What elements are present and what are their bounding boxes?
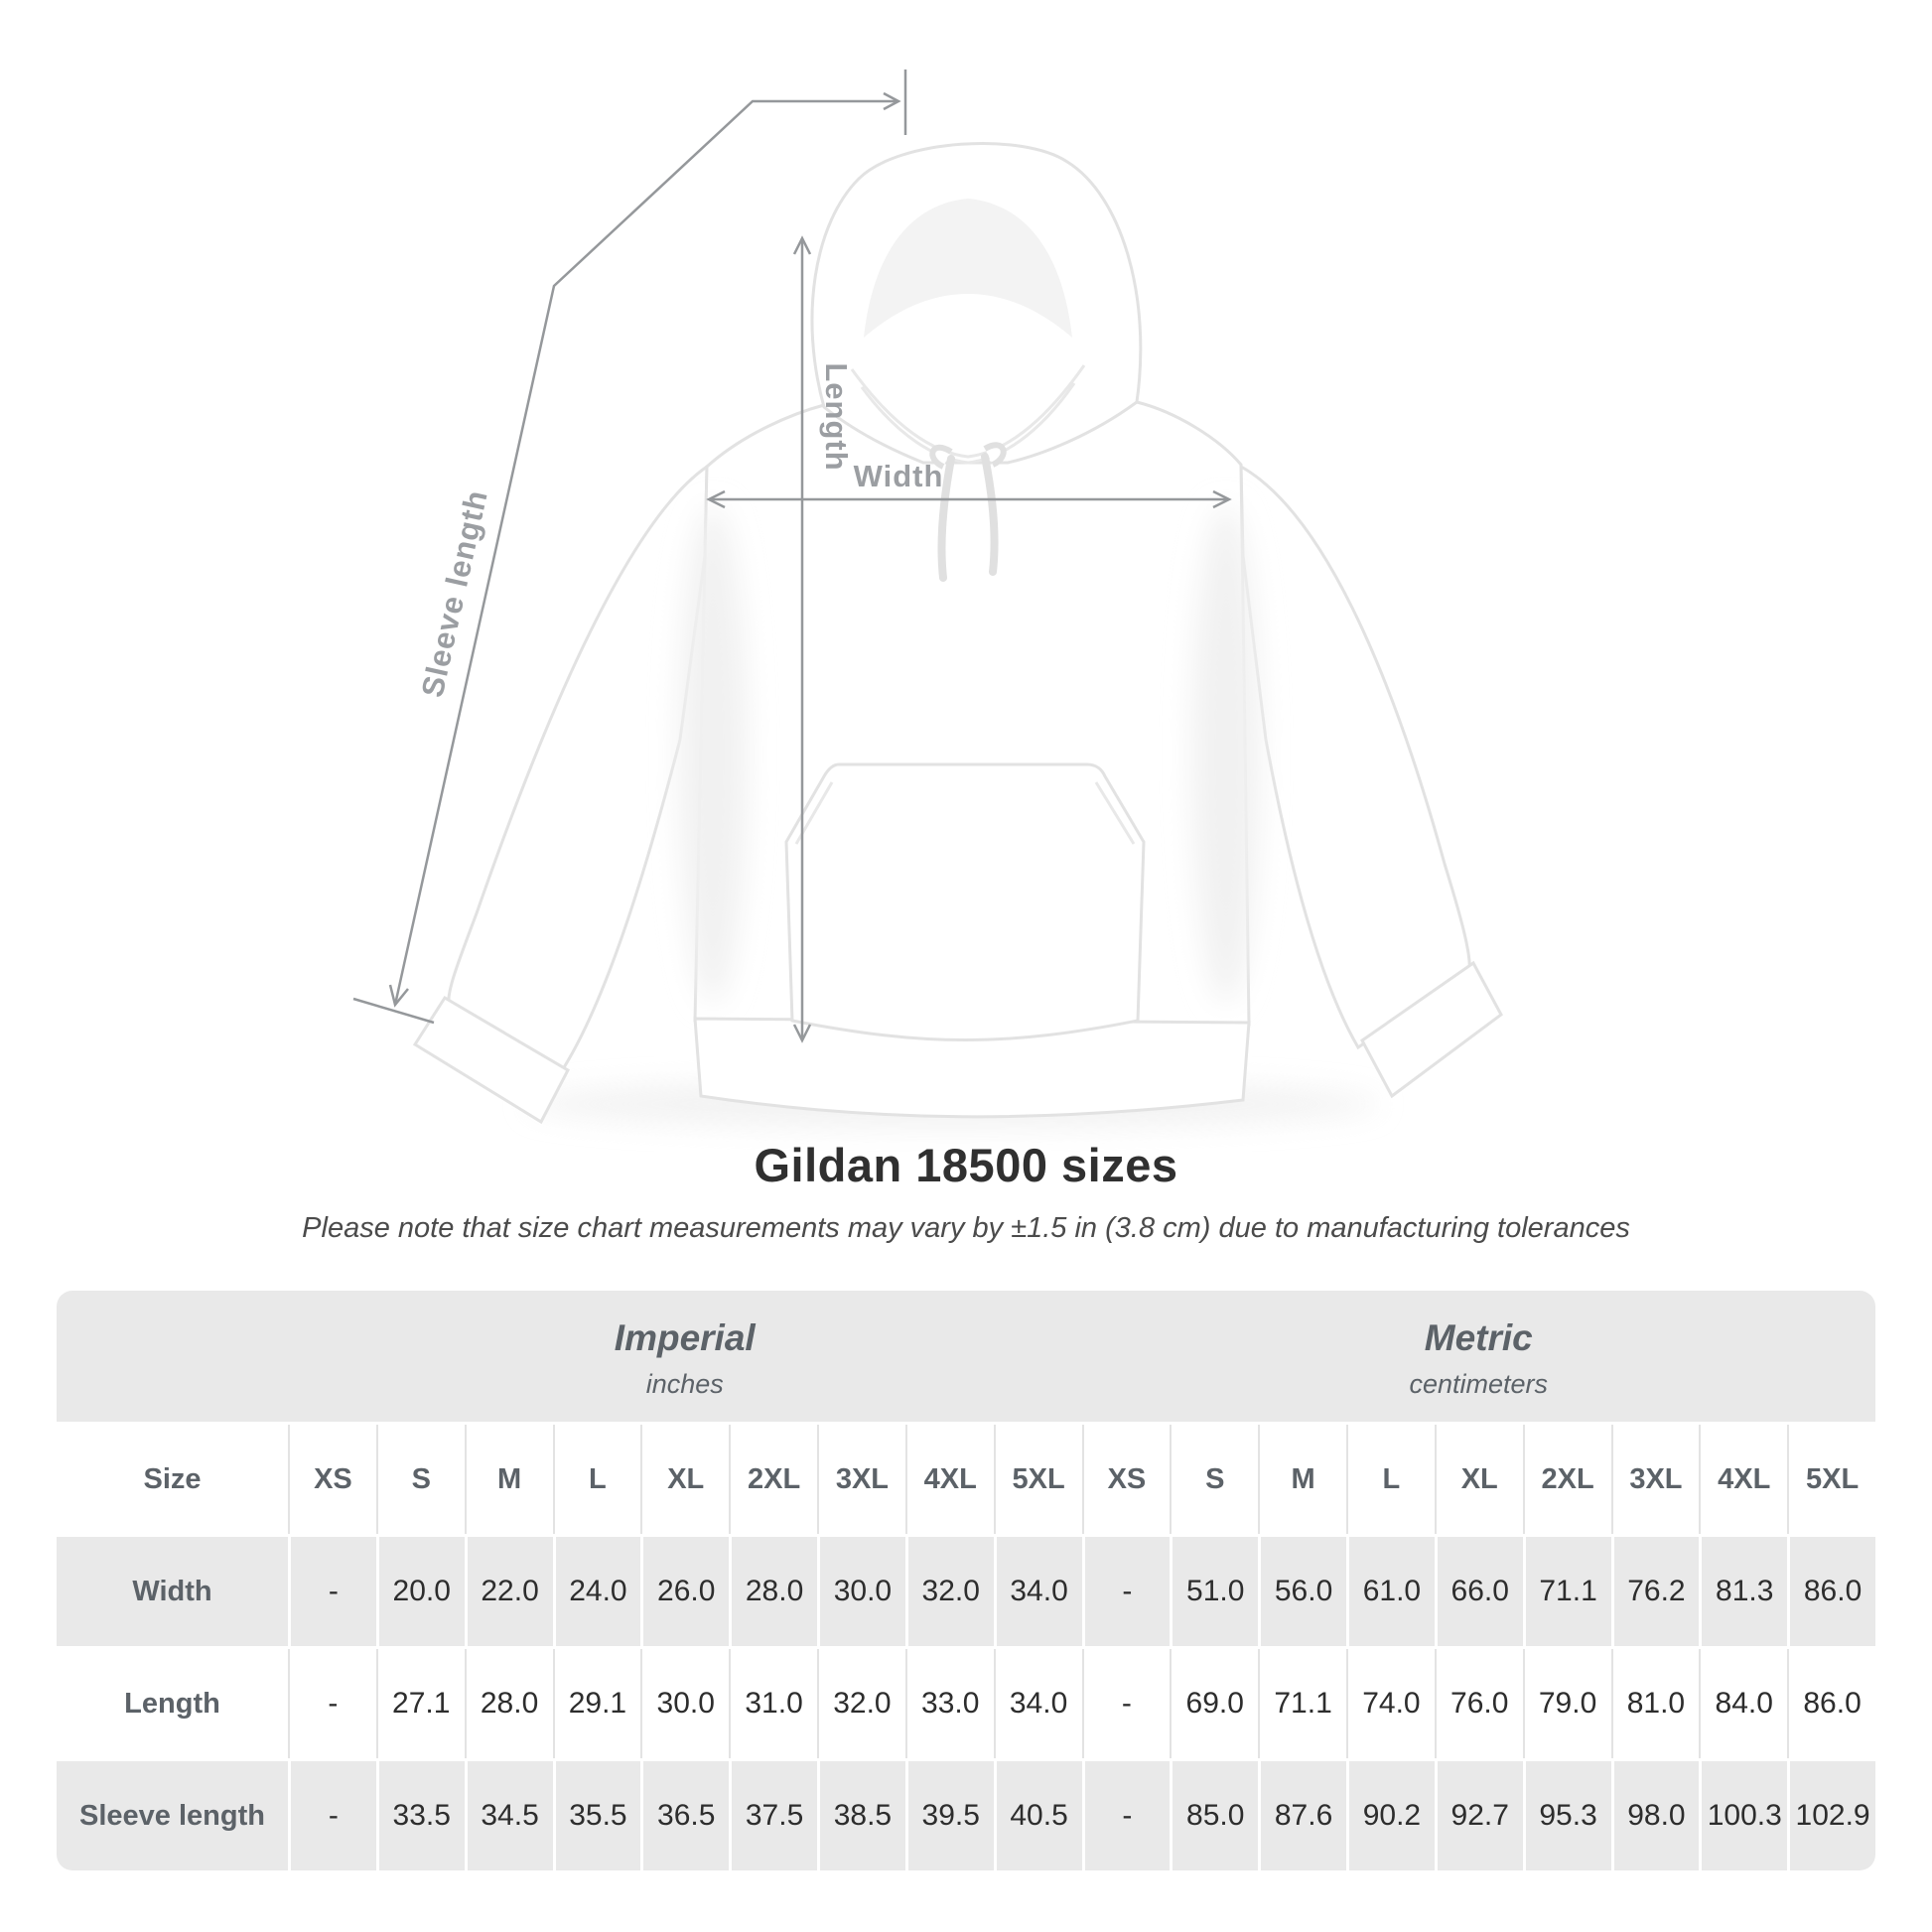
metric-value-cell: 81.3	[1699, 1537, 1787, 1646]
imperial-value-cell: 34.0	[994, 1537, 1082, 1646]
imperial-value-cell: 22.0	[465, 1537, 553, 1646]
metric-value-cell: -	[1082, 1649, 1171, 1758]
imperial-value-cell: -	[288, 1537, 376, 1646]
imperial-value-cell: 31.0	[729, 1649, 817, 1758]
imperial-size-header: 4XL	[905, 1425, 994, 1534]
imperial-value-cell: 26.0	[640, 1537, 729, 1646]
left-sleeve	[449, 467, 707, 1072]
metric-value-cell: 61.0	[1346, 1537, 1435, 1646]
size-header-row	[57, 1425, 1875, 1534]
imperial-value-cell: 28.0	[465, 1649, 553, 1758]
imperial-value-cell: 34.0	[994, 1649, 1082, 1758]
measurement-row-label: Sleeve length	[57, 1761, 288, 1870]
imperial-value-cell: -	[288, 1761, 376, 1870]
right-fold-shading	[1192, 506, 1260, 1003]
size-column-header: Size	[57, 1425, 288, 1534]
length-row	[57, 1649, 1875, 1758]
metric-value-cell: 71.1	[1258, 1649, 1346, 1758]
imperial-value-cell: 39.5	[905, 1761, 994, 1870]
imperial-value-cell: 24.0	[553, 1537, 641, 1646]
right-sleeve	[1241, 467, 1469, 1047]
metric-value-cell: 86.0	[1787, 1537, 1875, 1646]
imperial-size-header: S	[376, 1425, 465, 1534]
sleeve-length-label: Sleeve length	[414, 486, 494, 701]
metric-value-cell: 79.0	[1523, 1649, 1611, 1758]
imperial-size-header: 5XL	[994, 1425, 1082, 1534]
metric-value-cell: 100.3	[1699, 1761, 1787, 1870]
metric-value-cell: 76.2	[1611, 1537, 1700, 1646]
imperial-value-cell: 33.5	[376, 1761, 465, 1870]
metric-value-cell: 95.3	[1523, 1761, 1611, 1870]
metric-value-cell: 102.9	[1787, 1761, 1875, 1870]
metric-size-header: 4XL	[1699, 1425, 1787, 1534]
metric-value-cell: -	[1082, 1761, 1171, 1870]
length-label: Length	[819, 362, 854, 472]
width-label: Width	[853, 459, 944, 493]
metric-value-cell: 66.0	[1435, 1537, 1523, 1646]
imperial-size-header: XS	[288, 1425, 376, 1534]
imperial-value-cell: -	[288, 1649, 376, 1758]
imperial-value-cell: 32.0	[905, 1537, 994, 1646]
imperial-size-header: L	[553, 1425, 641, 1534]
metric-value-cell: 51.0	[1170, 1537, 1258, 1646]
metric-size-header: 3XL	[1611, 1425, 1700, 1534]
hoodie-illustration	[415, 143, 1501, 1122]
sleeve-length-row	[57, 1761, 1875, 1870]
measurement-row-label: Width	[57, 1537, 288, 1646]
imperial-label: Imperial	[614, 1316, 756, 1358]
imperial-value-cell: 27.1	[376, 1649, 465, 1758]
metric-value-cell: 74.0	[1346, 1649, 1435, 1758]
width-row	[57, 1537, 1875, 1646]
imperial-value-cell: 30.0	[817, 1537, 905, 1646]
metric-size-header: L	[1346, 1425, 1435, 1534]
hood	[812, 143, 1141, 463]
metric-value-cell: 92.7	[1435, 1761, 1523, 1870]
imperial-units-label: inches	[645, 1368, 724, 1399]
kangaroo-pocket	[786, 764, 1144, 1040]
metric-value-cell: 81.0	[1611, 1649, 1700, 1758]
imperial-value-cell: 40.5	[994, 1761, 1082, 1870]
imperial-size-header: M	[465, 1425, 553, 1534]
metric-size-header: S	[1170, 1425, 1258, 1534]
metric-units-label: centimeters	[1409, 1368, 1549, 1399]
imperial-value-cell: 37.5	[729, 1761, 817, 1870]
unit-band-spacer	[57, 1291, 288, 1422]
page-title: Gildan 18500 sizes	[754, 1139, 1178, 1191]
imperial-size-header: 3XL	[817, 1425, 905, 1534]
imperial-value-cell: 28.0	[729, 1537, 817, 1646]
imperial-value-cell: 36.5	[640, 1761, 729, 1870]
metric-value-cell: 86.0	[1787, 1649, 1875, 1758]
imperial-value-cell: 35.5	[553, 1761, 641, 1870]
imperial-value-cell: 33.0	[905, 1649, 994, 1758]
measurement-row-label: Length	[57, 1649, 288, 1758]
metric-value-cell: -	[1082, 1537, 1171, 1646]
left-fold-shading	[679, 506, 747, 1003]
imperial-value-cell: 34.5	[465, 1761, 553, 1870]
imperial-value-cell: 20.0	[376, 1537, 465, 1646]
metric-value-cell: 76.0	[1435, 1649, 1523, 1758]
imperial-value-cell: 38.5	[817, 1761, 905, 1870]
metric-size-header: 5XL	[1787, 1425, 1875, 1534]
imperial-size-header: XL	[640, 1425, 729, 1534]
metric-label: Metric	[1424, 1316, 1533, 1358]
metric-value-cell: 87.6	[1258, 1761, 1346, 1870]
metric-value-cell: 84.0	[1699, 1649, 1787, 1758]
metric-size-header: M	[1258, 1425, 1346, 1534]
tolerance-note: Please note that size chart measurements may vary by ±1.5 in (3.8 cm) due to manufacturing tolerances	[302, 1212, 1630, 1244]
metric-value-cell: 56.0	[1258, 1537, 1346, 1646]
unit-header-band	[57, 1291, 1875, 1422]
metric-value-cell: 85.0	[1170, 1761, 1258, 1870]
imperial-value-cell: 29.1	[553, 1649, 641, 1758]
metric-size-header: XS	[1082, 1425, 1171, 1534]
metric-size-header: XL	[1435, 1425, 1523, 1534]
metric-size-header: 2XL	[1523, 1425, 1611, 1534]
metric-value-cell: 90.2	[1346, 1761, 1435, 1870]
imperial-value-cell: 30.0	[640, 1649, 729, 1758]
metric-value-cell: 69.0	[1170, 1649, 1258, 1758]
imperial-value-cell: 32.0	[817, 1649, 905, 1758]
metric-value-cell: 71.1	[1523, 1537, 1611, 1646]
imperial-size-header: 2XL	[729, 1425, 817, 1534]
unit-group-metric	[1082, 1291, 1876, 1422]
unit-group-imperial	[288, 1291, 1082, 1422]
size-table	[57, 1291, 1875, 1870]
metric-value-cell: 98.0	[1611, 1761, 1700, 1870]
